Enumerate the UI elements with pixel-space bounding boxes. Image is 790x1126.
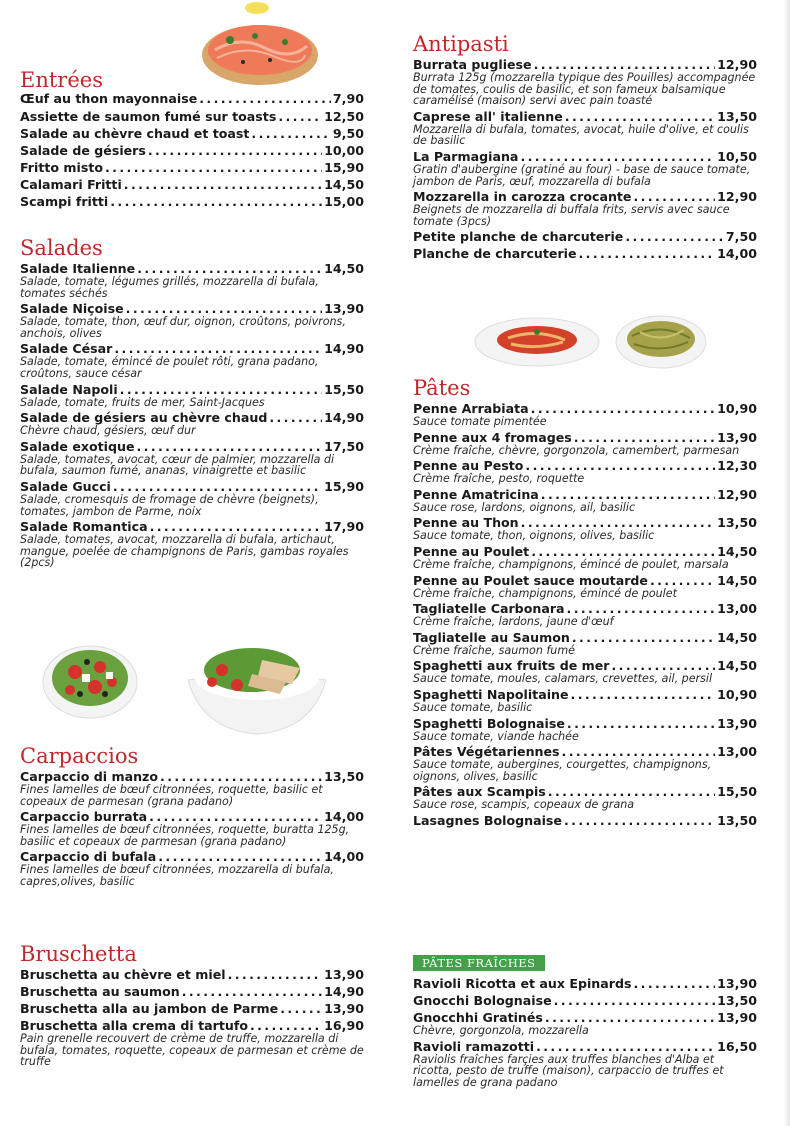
item-name: Penne au Poulet sauce moutarde <box>413 572 648 588</box>
item-name: Spaghetti aux fruits de mer <box>413 658 610 674</box>
item-price: 9,50 <box>332 126 364 141</box>
item-price: 14,00 <box>324 809 364 825</box>
item-price: 12,50 <box>324 109 364 124</box>
item-name: Scampi fritti <box>20 194 109 209</box>
item-description: Fines lamelles de bœuf citronnées, roquette, buratta 125g, basilic et copeaux de parmesan (grana padano) <box>20 823 350 848</box>
item-price: 14,50 <box>324 261 364 276</box>
menu-item <box>20 984 364 999</box>
item-description: Sauce tomate, viande hachée <box>413 729 579 743</box>
item-name: Lasagnes Bolognaise <box>413 812 562 828</box>
menu-item <box>413 430 757 457</box>
item-description: Burrata 125g (mozzarella typique des Pouilles) accompagnée de tomates, coulis de basilic, et son fameux balsamique caramélisé (maison) servi avec pain toasté <box>413 71 756 108</box>
menu-item <box>413 149 757 187</box>
item-price: 15,50 <box>324 381 364 397</box>
item-name: Ravioli Ricotta et aux Epinards <box>413 976 632 991</box>
item-price: 13,00 <box>717 601 757 617</box>
menu-item <box>413 1010 757 1037</box>
section-carpaccios <box>20 744 364 890</box>
item-price: 15,50 <box>717 784 757 800</box>
item-name: La Parmagiana <box>413 148 519 164</box>
menu-item <box>413 976 757 991</box>
item-price: 13,50 <box>717 812 757 828</box>
menu-item <box>413 658 757 685</box>
item-description: Crème fraîche, lardons, jaune d'œuf <box>413 615 614 629</box>
item-description: Crème fraîche, saumon fumé <box>413 643 575 657</box>
menu-item <box>20 809 364 847</box>
item-price: 10,90 <box>717 401 757 416</box>
item-description: Crème fraîche, champignons, émincé de poulet <box>413 586 677 600</box>
item-name: Salade Romantica <box>20 519 148 535</box>
menu-item <box>20 1001 364 1016</box>
item-description: Salade, tomate, émincé de poulet rôti, grana padano, croûtons, sauce césar <box>20 355 319 380</box>
menu-item <box>413 57 757 107</box>
item-description: Salade, tomate, fruits de mer, Saint-Jacques <box>20 395 265 409</box>
item-description: Gratin d'aubergine (gratiné au four) - base de sauce tomate, jambon de Paris, œuf, mozzarella di bufala <box>413 162 751 188</box>
menu-item <box>20 439 364 477</box>
greek-salad-photo <box>40 632 140 722</box>
tomato-pasta-photo <box>473 310 601 370</box>
section-title: Pâtes <box>413 376 471 400</box>
menu-item <box>20 967 364 982</box>
item-price: 17,90 <box>324 519 364 535</box>
item-price: 13,90 <box>717 1010 757 1025</box>
item-name: Pâtes aux Scampis <box>413 784 546 800</box>
item-price: 14,50 <box>717 658 757 674</box>
item-description: Beignets de mozzarella di buffala frits, servis avec sauce tomate (3pcs) <box>413 203 730 228</box>
menu-item <box>20 301 364 339</box>
item-price: 13,90 <box>717 715 757 731</box>
item-price: 10,00 <box>324 143 364 158</box>
item-description: Fines lamelles de bœuf citronnées, roquette, basilic et copeaux de parmesan (grana padano) <box>20 783 323 808</box>
section-antipasti <box>413 32 757 263</box>
menu-item <box>20 382 364 409</box>
item-price: 15,00 <box>324 194 364 209</box>
menu-item <box>413 246 757 261</box>
section-bruschetta <box>20 942 364 1070</box>
item-price: 12,90 <box>717 189 757 205</box>
item-description: Salade, tomate, légumes grillés, mozzarella di bufala, tomates séchés <box>20 275 319 300</box>
item-description: Sauce rose, lardons, oignons, ail, basilic <box>413 500 636 514</box>
item-description: Salade, tomates, avocat, cœur de palmier, mozzarella di bufala, saumon fumé, ananas, vinaigrette et basilic <box>20 452 335 478</box>
page-edge-shadow <box>784 0 790 1126</box>
item-price: 13,90 <box>717 429 757 445</box>
item-price: 13,90 <box>324 1001 364 1016</box>
item-name: Carpaccio burrata <box>20 809 148 825</box>
item-price: 15,90 <box>324 478 364 494</box>
menu-item <box>413 229 757 244</box>
menu-item <box>413 487 757 514</box>
item-price: 14,90 <box>324 984 364 999</box>
menu-item <box>20 410 364 437</box>
item-name: Carpaccio di manzo <box>20 769 159 784</box>
menu-item <box>20 160 364 175</box>
item-name: Œuf au thon mayonnaise <box>20 93 198 106</box>
item-name: Caprese all' italienne <box>413 108 563 124</box>
menu-item <box>413 109 757 147</box>
item-price: 12,30 <box>717 458 757 474</box>
item-price: 14,50 <box>717 629 757 645</box>
menu-item <box>413 544 757 571</box>
item-price: 13,50 <box>717 993 757 1008</box>
item-name: Salade Gucci <box>20 478 111 494</box>
item-price: 12,90 <box>717 57 757 72</box>
item-price: 14,00 <box>324 849 364 865</box>
item-description: Salade, tomate, thon, œuf dur, oignon, croûtons, poivrons, anchois, olives <box>20 315 346 340</box>
item-name: Salade Italienne <box>20 261 136 276</box>
item-name: Salade César <box>20 341 113 357</box>
item-description: Salade, tomates, avocat, mozzarella di bufala, artichaut, mangue, poelée de champignons de Paris, gambas royales (2pcs) <box>20 533 349 570</box>
item-price: 15,90 <box>324 160 364 175</box>
item-price: 13,90 <box>324 301 364 317</box>
item-description: Chèvre chaud, gésiers, œuf dur <box>20 424 196 438</box>
menu-item <box>413 744 757 782</box>
item-name: Mozzarella in carozza crocante <box>413 189 632 205</box>
item-description: Salade, cromesquis de fromage de chèvre (beignets), tomates, jambon de Parme, noix <box>20 492 319 518</box>
item-price: 7,50 <box>725 229 757 245</box>
menu-item <box>413 189 757 227</box>
menu-item <box>413 401 757 428</box>
menu-item <box>20 261 364 299</box>
item-price: 14,50 <box>717 543 757 559</box>
menu-item <box>413 601 757 628</box>
item-price: 13,00 <box>717 744 757 760</box>
item-name: Burrata pugliese <box>413 57 532 72</box>
item-price: 16,50 <box>717 1038 757 1054</box>
item-name: Penne au Pesto <box>413 458 524 474</box>
item-name: Spaghetti Napolitaine <box>413 686 569 702</box>
item-description: Sauce rose, scampis, copeaux de grana <box>413 798 635 812</box>
item-price: 12,90 <box>717 486 757 502</box>
menu-item <box>20 109 364 124</box>
item-price: 14,90 <box>324 410 364 426</box>
section-pates-fraiches <box>413 952 757 1090</box>
item-name: Salade de gésiers au chèvre chaud <box>20 410 268 426</box>
menu-item <box>413 813 757 828</box>
menu-item <box>413 630 757 657</box>
item-price: 14,00 <box>717 246 757 262</box>
section-title: Antipasti <box>413 32 509 56</box>
menu-item <box>20 194 364 209</box>
item-description: Raviolis fraîches farçies aux truffes blanches d'Alba et ricotta, pesto de truffe (maison), carpaccio de truffes et lamelles de grana padano <box>413 1052 724 1089</box>
item-price: 13,90 <box>717 976 757 991</box>
item-price: 13,50 <box>717 515 757 531</box>
section-title: Carpaccios <box>20 744 139 768</box>
item-price: 17,50 <box>324 438 364 454</box>
section-salades <box>20 236 364 571</box>
item-description: Sauce tomate, aubergines, courgettes, champignons, oignons, olives, basilic <box>413 758 712 783</box>
section-pates <box>413 376 757 830</box>
item-name: Salade au chèvre chaud et toast <box>20 126 250 141</box>
item-price: 13,90 <box>324 967 364 982</box>
chicken-salad-photo <box>182 630 332 740</box>
section-entrees <box>20 68 364 211</box>
menu-item <box>20 177 364 192</box>
item-price: 13,50 <box>717 108 757 124</box>
item-description: Fines lamelles de bœuf citronnées, mozzarella di bufala, capres,olives, basilic <box>20 863 334 888</box>
item-name: Penne Arrabiata <box>413 401 529 416</box>
item-name: Bruschetta alla au jambon de Parme <box>20 1001 279 1016</box>
menu-item <box>20 849 364 887</box>
menu-item <box>413 573 757 600</box>
menu-item <box>413 993 757 1008</box>
item-name: Salade de gésiers <box>20 143 146 158</box>
item-description: Crème fraîche, champignons, émincé de poulet, marsala <box>413 557 729 571</box>
menu-item <box>20 519 364 569</box>
item-description: Sauce tomate, moules, calamars, crevettes, ail, persil <box>413 672 713 686</box>
menu-item <box>20 341 364 379</box>
menu-item <box>413 1039 757 1089</box>
item-name: Planche de charcuterie <box>413 246 577 262</box>
item-description: Sauce tomate, thon, oignons, olives, basilic <box>413 529 655 543</box>
item-description: Pain grenelle recouvert de crème de truffe, mozzarella di bufala, tomates, roquette, copeaux de parmesan et crème de truffe <box>20 1032 364 1069</box>
item-name: Penne aux 4 fromages <box>413 429 572 445</box>
item-price: 7,90 <box>332 93 364 106</box>
item-name: Carpaccio di bufala <box>20 849 157 865</box>
pesto-pasta-photo <box>614 308 709 372</box>
item-name: Gnocchi Bolognaise <box>413 993 552 1008</box>
item-name: Assiette de saumon fumé sur toasts <box>20 109 277 124</box>
item-description: Chèvre, gorgonzola, mozzarella <box>413 1024 589 1037</box>
menu-item <box>413 716 757 743</box>
item-name: Penne au Poulet <box>413 543 530 559</box>
item-description: Crème fraîche, chèvre, gorgonzola, camembert, parmesan <box>413 443 740 457</box>
item-description: Sauce tomate pimentée <box>413 415 547 428</box>
item-price: 10,50 <box>717 148 757 164</box>
item-name: Pâtes Végétariennes <box>413 744 560 760</box>
item-price: 14,50 <box>717 572 757 588</box>
item-price: 13,50 <box>324 769 364 784</box>
item-name: Ravioli ramazotti <box>413 1038 535 1054</box>
item-name: Spaghetti Bolognaise <box>413 715 565 731</box>
item-name: Salade Niçoise <box>20 301 124 317</box>
item-name: Calamari Fritti <box>20 177 122 192</box>
menu-item <box>20 93 364 107</box>
menu-item <box>20 769 364 807</box>
item-price: 10,90 <box>717 686 757 702</box>
item-price: 16,90 <box>324 1018 364 1033</box>
menu-item <box>413 458 757 485</box>
section-title: Entrées <box>20 68 103 92</box>
item-name: Salade exotique <box>20 438 135 454</box>
item-price: 14,90 <box>324 341 364 357</box>
item-name: Gnocchhi Gratinés <box>413 1010 543 1025</box>
item-name: Bruschetta au chèvre et miel <box>20 967 226 982</box>
item-name: Salade Napoli <box>20 381 118 397</box>
menu-item <box>413 784 757 811</box>
item-description: Sauce tomate, basilic <box>413 700 533 714</box>
item-name: Penne Amatricina <box>413 486 539 502</box>
section-title: Bruschetta <box>20 942 137 966</box>
menu-item <box>413 687 757 714</box>
item-name: Tagliatelle au Saumon <box>413 629 570 645</box>
section-title: Salades <box>20 236 103 260</box>
menu-item <box>20 126 364 141</box>
item-name: Penne au Thon <box>413 515 519 531</box>
item-name: Tagliatelle Carbonara <box>413 601 565 617</box>
menu-item <box>20 143 364 158</box>
item-name: Fritto misto <box>20 160 104 175</box>
item-price: 14,50 <box>324 177 364 192</box>
item-name: Bruschetta au saumon <box>20 984 180 999</box>
item-description: Mozzarella di bufala, tomates, avocat, huile d'olive, et coulis de basilic <box>413 122 749 148</box>
menu-item <box>20 479 364 517</box>
menu-item <box>20 1018 364 1068</box>
pates-fraiches-badge: PÂTES FRAÎCHES <box>413 955 545 971</box>
item-description: Crème fraîche, pesto, roquette <box>413 472 585 486</box>
menu-item <box>413 515 757 542</box>
item-name: Petite planche de charcuterie <box>413 229 624 245</box>
item-name: Bruschetta alla crema di tartufo <box>20 1018 248 1033</box>
